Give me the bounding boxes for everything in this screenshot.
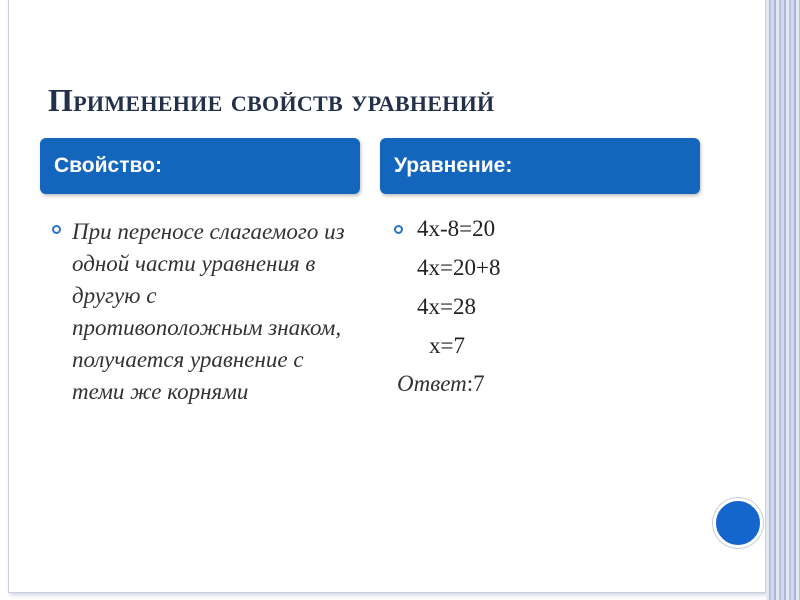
bullet-circle-icon: [52, 225, 61, 234]
equation-step-4: x=7: [429, 333, 465, 358]
equation-column-header: Уравнение:: [380, 138, 700, 194]
bullet-circle-icon: [394, 225, 403, 234]
equation-step-3: 4x=28: [417, 294, 476, 319]
answer-label: Ответ: [397, 371, 467, 396]
next-slide-button[interactable]: [713, 498, 763, 548]
equation-step-2: 4x=20+8: [417, 255, 501, 280]
answer-line: [397, 369, 485, 399]
equation-step-1: 4x-8=20: [417, 216, 496, 241]
property-text: При переносе слагаемого из одной части уравнения в другую с противоположным знаком, получается уравнение с теми же корнями: [72, 219, 345, 404]
answer-value: :7: [466, 371, 485, 396]
decorative-side-stripes: [766, 0, 800, 600]
property-column-header: Свойство:: [40, 138, 360, 194]
slide-title: Применение свойств уравнений: [48, 82, 495, 118]
